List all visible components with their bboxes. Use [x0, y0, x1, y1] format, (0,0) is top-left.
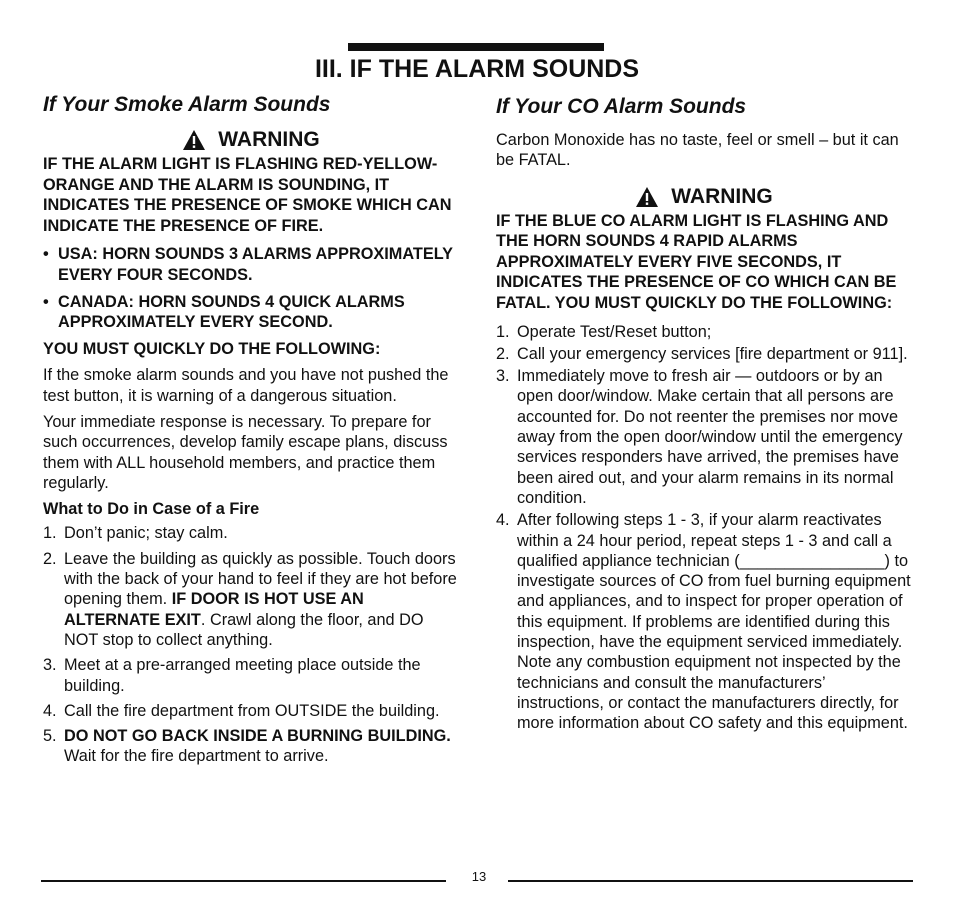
- co-steps-list: [496, 322, 912, 734]
- co-alarm-column: [496, 92, 912, 734]
- co-intro: Carbon Monoxide has no taste, feel or smell – but it can be FATAL.: [496, 131, 899, 170]
- list-item: 3. Meet at a pre-arranged meeting place outside the building.: [43, 656, 421, 695]
- list-item: 4. Call the fire department from OUTSIDE the building.: [43, 701, 440, 720]
- list-item: 2. Leave the building as quickly as possible. Touch doors with the back of your hand to feel if they are hot before opening them. IF DOOR IS HOT USE AN ALTERNATE EXIT. Crawl along the floor, and DO NOT stop to collect anything.: [43, 549, 457, 649]
- smoke-warning-label: WARNING: [218, 128, 320, 151]
- page-title: III. IF THE ALARM SOUNDS: [314, 55, 640, 83]
- smoke-bullet-list: [43, 244, 459, 332]
- bullet-canada: • CANADA: HORN SOUNDS 4 QUICK ALARMS APPROXIMATELY EVERY SECOND.: [43, 292, 405, 332]
- list-item: 5. DO NOT GO BACK INSIDE A BURNING BUILDING. Wait for the fire department to arrive.: [43, 727, 451, 766]
- list-item: 4. After following steps 1 - 3, if your alarm reactivates within a 24 hour period, repeat steps 1 - 3 and call a qualified appliance technician (________________) to investigate sources of CO from fuel burning equipment and appliances, and to inspect for proper operation of this equipment. If problems are identified during this inspection, have the equipment serviced immediately. Note any combustion equipment not inspected by the technicians and consult the manufacturers’ instructions, or contact the manufacturers directly, for more information about CO safety and this equipment.: [496, 511, 911, 733]
- warning-triangle-icon: [635, 186, 659, 208]
- co-warning-label: WARNING: [671, 184, 773, 208]
- smoke-alarm-heading: If Your Smoke Alarm Sounds: [43, 93, 331, 116]
- smoke-alarm-column: [43, 92, 459, 767]
- smoke-warning-text: IF THE ALARM LIGHT IS FLASHING RED-YELLOW-ORANGE AND THE ALARM IS SOUNDING, IT INDICATES THE PRESENCE OF SMOKE WHICH CAN INDICATE THE PRESENCE OF FIRE.: [43, 155, 452, 235]
- footer-rule-left: [41, 880, 446, 882]
- list-item: 1. Don’t panic; stay calm.: [43, 524, 228, 543]
- page-number: 13: [471, 869, 487, 884]
- fire-steps-heading: What to Do in Case of a Fire: [43, 500, 260, 519]
- smoke-paragraph-1: If the smoke alarm sounds and you have not pushed the test button, it is warning of a dangerous situation.: [43, 366, 449, 405]
- list-item: 3. Immediately move to fresh air — outdoors or by an open door/window. Make certain that all persons are accounted for. Do not reenter the premises nor move away from the open door/window until the emergency services responders have arrived, the premises have been aired out, and your alarm remains in its normal condition.: [496, 367, 903, 507]
- footer-rule-right: [508, 880, 913, 882]
- co-warning-header: [496, 185, 912, 209]
- smoke-paragraph-2: Your immediate response is necessary. To prepare for such occurrences, develop family escape plans, discuss them with ALL household members, and practice them regularly.: [43, 412, 448, 492]
- must-do-heading: YOU MUST QUICKLY DO THE FOLLOWING:: [43, 339, 381, 358]
- co-alarm-heading: If Your CO Alarm Sounds: [496, 95, 747, 118]
- list-item: 1. Operate Test/Reset button;: [496, 322, 712, 341]
- title-rule: [348, 43, 604, 51]
- warning-triangle-icon: [182, 129, 206, 151]
- bullet-usa: • USA: HORN SOUNDS 3 ALARMS APPROXIMATELY EVERY FOUR SECONDS.: [43, 245, 453, 284]
- fire-steps-list: [43, 523, 459, 766]
- list-item: 2. Call your emergency services [fire department or 911].: [496, 344, 908, 363]
- co-warning-text: IF THE BLUE CO ALARM LIGHT IS FLASHING AND THE HORN SOUNDS 4 RAPID ALARMS APPROXIMATELY EVERY FIVE SECONDS, IT INDICATES THE PRESENCE OF CO WHICH CAN BE FATAL. YOU MUST QUICKLY DO THE FOLLOWING:: [496, 211, 897, 312]
- smoke-warning-header: [43, 128, 459, 152]
